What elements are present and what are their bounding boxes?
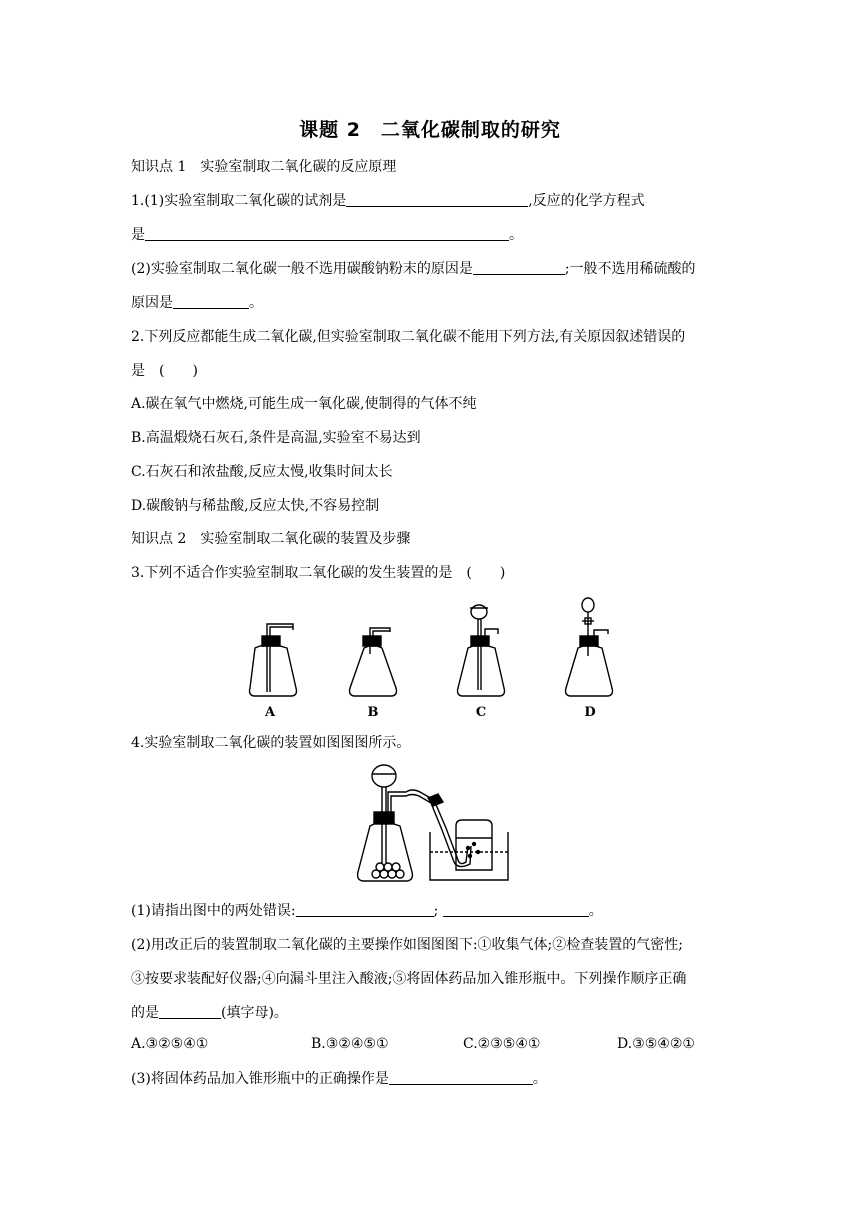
q3-apparatus-figure xyxy=(240,594,640,724)
apparatus-c xyxy=(458,605,505,696)
q3-stem: 3.下列不适合作实验室制取二氧化碳的发生装置的是 ( ) xyxy=(131,565,506,581)
q2-stem-line1: 2.下列反应都能生成二氧化碳,但实验室制取二氧化碳不能用下列方法,有关原因叙述错误的 xyxy=(131,329,686,345)
q1-line3 xyxy=(131,259,696,279)
apparatus-a xyxy=(250,624,297,696)
q2-option-b[interactable]: B.高温煅烧石灰石,条件是高温,实验室不易达到 xyxy=(131,430,421,446)
q4-error2-blank[interactable] xyxy=(443,902,589,917)
apparatus-d xyxy=(566,598,613,696)
q4-text: (3)将固体药品加入锥形瓶中的正确操作是 xyxy=(131,1071,389,1087)
q1-line2 xyxy=(131,225,523,245)
q4-solid-operation-blank[interactable] xyxy=(389,1070,533,1085)
knowledge-point-1: 知识点 1 实验室制取二氧化碳的反应原理 xyxy=(131,159,397,175)
q4-part2-line2: ③按要求装配好仪器;④向漏斗里注入酸液;⑤将固体药品加入锥形瓶中。下列操作顺序正确 xyxy=(131,971,687,987)
apparatus-b xyxy=(350,628,397,696)
q2-option-a[interactable]: A.碳在氧气中燃烧,可能生成一氧化碳,使制得的气体不纯 xyxy=(131,396,477,412)
q1-text: 。 xyxy=(509,227,523,243)
q4-part1 xyxy=(131,901,603,921)
q4-text: (填字母)。 xyxy=(221,1005,288,1021)
q2-option-d[interactable]: D.碳酸钠与稀盐酸,反应太快,不容易控制 xyxy=(131,498,380,514)
q1-line4 xyxy=(131,293,263,313)
q4-part2-line3 xyxy=(131,1003,288,1023)
q1-text: ,反应的化学方程式 xyxy=(528,193,645,209)
q1-text: ;一般不选用稀硫酸的 xyxy=(564,261,696,277)
q1-text: 。 xyxy=(249,295,263,311)
q4-part3 xyxy=(131,1069,547,1089)
q4-text: (1)请指出图中的两处错误: xyxy=(131,903,296,919)
q1-text: 是 xyxy=(131,227,145,243)
q1-reagent-blank[interactable] xyxy=(346,192,528,207)
q4-text: 。 xyxy=(532,1071,547,1087)
q1-sulfuric-acid-blank[interactable] xyxy=(173,294,249,309)
q1-text: 1.(1)实验室制取二氧化碳的试剂是 xyxy=(131,193,347,209)
q4-text: 。 xyxy=(588,903,603,919)
q1-text: 原因是 xyxy=(131,295,173,311)
q4-option-d[interactable]: D.③⑤④②① xyxy=(617,1036,695,1052)
q4-stem: 4.实验室制取二氧化碳的装置如图图图所示。 xyxy=(131,735,411,751)
q4-text: 的是 xyxy=(131,1005,159,1021)
q4-option-b[interactable]: B.③②④⑤① xyxy=(311,1036,389,1052)
knowledge-point-2: 知识点 2 实验室制取二氧化碳的装置及步骤 xyxy=(131,531,411,547)
q1-equation-blank[interactable] xyxy=(145,226,509,241)
q4-option-a[interactable]: A.③②⑤④① xyxy=(131,1036,209,1052)
apparatus-label-a: A xyxy=(264,705,276,720)
q4-option-c[interactable]: C.②③⑤④① xyxy=(463,1036,541,1052)
page-title: 课题 2 二氧化碳制取的研究 xyxy=(299,119,561,141)
q2-option-c[interactable]: C.石灰石和浓盐酸,反应太慢,收集时间太长 xyxy=(131,464,393,480)
q4-error1-blank[interactable] xyxy=(296,902,434,917)
q4-order-blank[interactable] xyxy=(159,1004,221,1019)
q4-apparatus-figure xyxy=(350,762,520,888)
apparatus-label-c: C xyxy=(475,705,487,720)
q2-stem-line2: 是 ( ) xyxy=(131,363,198,379)
q1-line1 xyxy=(131,191,645,211)
q1-sodium-carbonate-blank[interactable] xyxy=(473,260,565,275)
q4-text: ; xyxy=(433,903,439,919)
q4-part2-line1: (2)用改正后的装置制取二氧化碳的主要操作如图图图下:①收集气体;②检查装置的气密性; xyxy=(131,937,683,953)
apparatus-label-d: D xyxy=(584,705,596,720)
apparatus-label-b: B xyxy=(367,705,379,720)
q1-text: (2)实验室制取二氧化碳一般不选用碳酸钠粉末的原因是 xyxy=(131,261,473,277)
